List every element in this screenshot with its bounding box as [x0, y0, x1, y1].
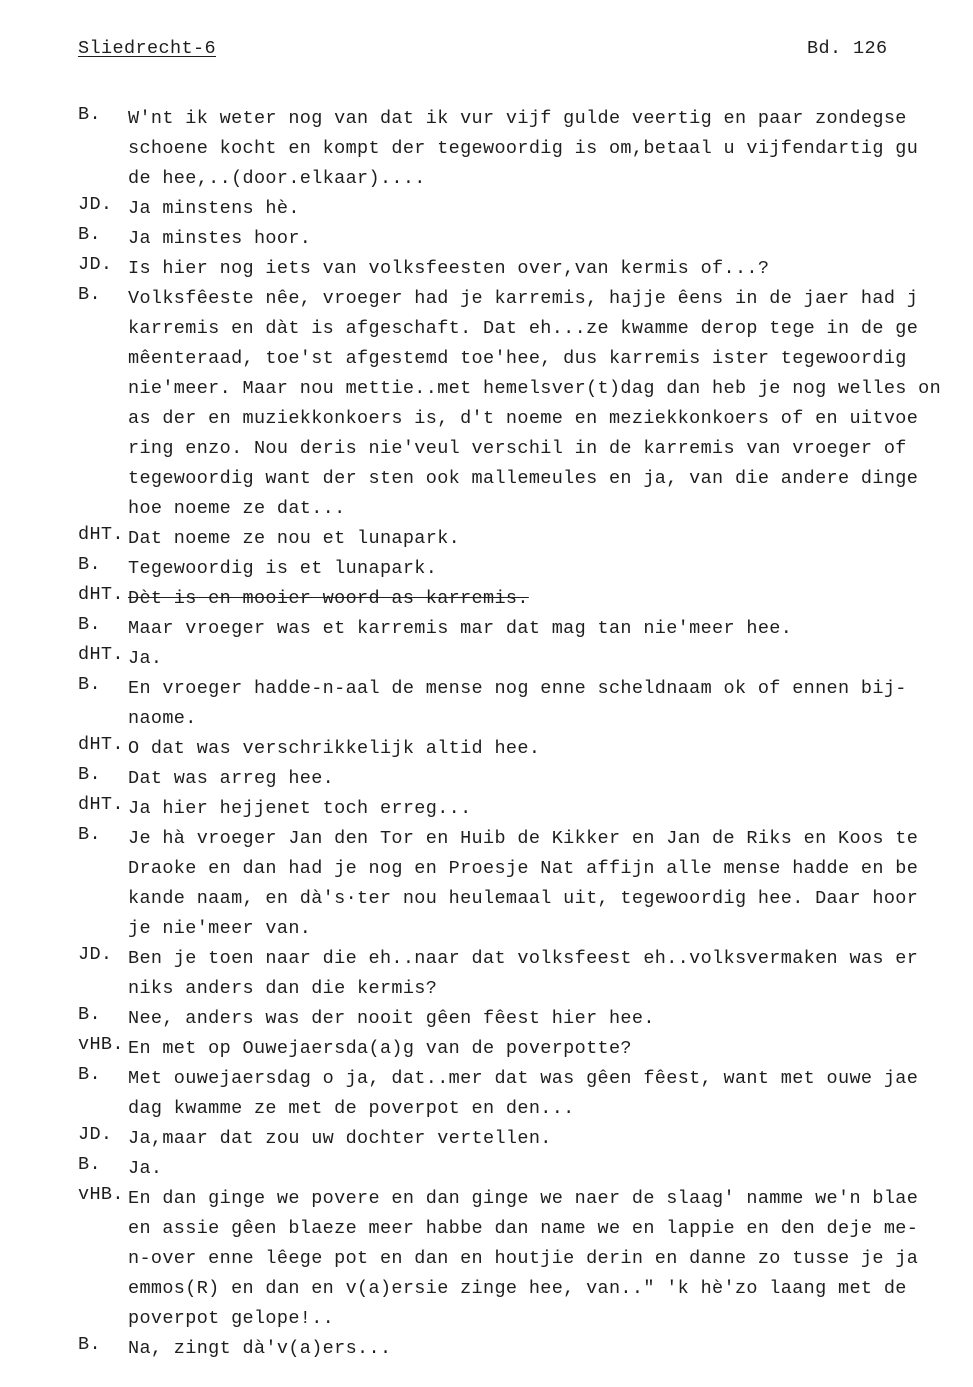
dialogue-turn	[78, 1004, 973, 1034]
utterance-line: kande naam, en dà's·ter nou heulemaal uit, tegewoordig hee. Daar hoor	[128, 888, 919, 909]
utterance-line: Nee, anders was der nooit gêen fêest hier hee.	[128, 1008, 655, 1029]
utterance-line: Na, zingt dà'v(a)ers...	[128, 1338, 392, 1359]
dialogue-turn	[78, 674, 973, 734]
dialogue-turn	[78, 734, 973, 764]
volume-number: Bd. 126	[807, 38, 888, 59]
utterance-line: naome.	[128, 708, 197, 729]
speaker-label: dHT.	[78, 794, 124, 815]
dialogue-turn	[78, 1064, 973, 1124]
speaker-label: JD.	[78, 194, 113, 215]
utterance-line: En dan ginge we povere en dan ginge we naer de slaag' namme we'n blae	[128, 1188, 919, 1209]
speaker-label: JD.	[78, 1124, 113, 1145]
speaker-label: B.	[78, 1154, 101, 1175]
utterance-line: Volksfêeste nêe, vroeger had je karremis, hajje êens in de jaer had j	[128, 288, 919, 309]
speaker-label: dHT.	[78, 734, 124, 755]
dialogue-turn	[78, 284, 973, 524]
speaker-label: JD.	[78, 254, 113, 275]
utterance-line: Ja.	[128, 1158, 163, 1179]
utterance-line: Ja,maar dat zou uw dochter vertellen.	[128, 1128, 552, 1149]
utterance-line: Tegewoordig is et lunapark.	[128, 558, 438, 579]
location-header: Sliedrecht-6	[78, 38, 217, 59]
dialogue-turn	[78, 554, 973, 584]
speaker-label: B.	[78, 614, 101, 635]
utterance-line: Met ouwejaersdag o ja, dat..mer dat was gêen fêest, want met ouwe jae	[128, 1068, 919, 1089]
utterance-line: Dèt is en mooier woord as karremis.	[128, 588, 529, 609]
speaker-label: B.	[78, 224, 101, 245]
speaker-label: dHT.	[78, 584, 124, 605]
utterance-line: poverpot gelope!..	[128, 1308, 335, 1329]
dialogue-turn	[78, 254, 973, 284]
utterance-line: en assie gêen blaeze meer habbe dan name we en lappie en den deje me-	[128, 1218, 919, 1239]
utterance-line: Dat was arreg hee.	[128, 768, 335, 789]
speaker-label: dHT.	[78, 524, 124, 545]
speaker-label: B.	[78, 104, 101, 125]
utterance-line: Ja.	[128, 648, 163, 669]
utterance-line: hoe noeme ze dat...	[128, 498, 346, 519]
dialogue-turn	[78, 1334, 973, 1364]
dialogue-turn	[78, 1184, 973, 1334]
utterance-line: Draoke en dan had je nog en Proesje Nat affijn alle mense hadde en be	[128, 858, 919, 879]
utterance-line: as der en muziekkonkoers is, d't noeme en meziekkonkoers of en uitvoe	[128, 408, 919, 429]
utterance-line: Je hà vroeger Jan den Tor en Huib de Kikker en Jan de Riks en Koos te	[128, 828, 919, 849]
utterance-line: je nie'meer van.	[128, 918, 312, 939]
dialogue-turn	[78, 824, 973, 944]
speaker-label: vHB.	[78, 1184, 124, 1205]
dialogue-turn	[78, 584, 973, 614]
speaker-label: B.	[78, 1334, 101, 1355]
transcript-body	[78, 104, 973, 1364]
dialogue-turn	[78, 1034, 973, 1064]
speaker-label: B.	[78, 764, 101, 785]
utterance-line: karremis en dàt is afgeschaft. Dat eh...ze kwamme derop tege in de ge	[128, 318, 919, 339]
utterance-line: Ja hier hejjenet toch erreg...	[128, 798, 472, 819]
dialogue-turn	[78, 764, 973, 794]
utterance-line: emmos(R) en dan en v(a)ersie zinge hee, van.." 'k hè'zo laang met de	[128, 1278, 907, 1299]
dialogue-turn	[78, 614, 973, 644]
utterance-line: Maar vroeger was et karremis mar dat mag tan nie'meer hee.	[128, 618, 793, 639]
speaker-label: B.	[78, 1064, 101, 1085]
utterance-line: niks anders dan die kermis?	[128, 978, 438, 999]
speaker-label: vHB.	[78, 1034, 124, 1055]
dialogue-turn	[78, 794, 973, 824]
utterance-line: W'nt ik weter nog van dat ik vur vijf gulde veertig en paar zondegse	[128, 108, 907, 129]
utterance-line: Ben je toen naar die eh..naar dat volksfeest eh..volksvermaken was er	[128, 948, 919, 969]
utterance-line: ring enzo. Nou deris nie'veul verschil in de karremis van vroeger of	[128, 438, 907, 459]
dialogue-turn	[78, 194, 973, 224]
utterance-line: O dat was verschrikkelijk altid hee.	[128, 738, 541, 759]
speaker-label: dHT.	[78, 644, 124, 665]
utterance-line: mêenteraad, toe'st afgestemd toe'hee, dus karremis ister tegewoordig	[128, 348, 907, 369]
speaker-label: JD.	[78, 944, 113, 965]
dialogue-turn	[78, 1124, 973, 1154]
utterance-line: Ja minstens hè.	[128, 198, 300, 219]
dialogue-turn	[78, 644, 973, 674]
dialogue-turn	[78, 944, 973, 1004]
utterance-line: schoene kocht en kompt der tegewoordig is om,betaal u vijfendartig gu	[128, 138, 919, 159]
dialogue-turn	[78, 524, 973, 554]
dialogue-turn	[78, 104, 973, 194]
speaker-label: B.	[78, 554, 101, 575]
utterance-line: Ja minstes hoor.	[128, 228, 312, 249]
utterance-line: dag kwamme ze met de poverpot en den...	[128, 1098, 575, 1119]
speaker-label: B.	[78, 674, 101, 695]
utterance-line: En met op Ouwejaersda(a)g van de poverpotte?	[128, 1038, 632, 1059]
utterance-line: En vroeger hadde-n-aal de mense nog enne scheldnaam ok of ennen bij-	[128, 678, 907, 699]
speaker-label: B.	[78, 1004, 101, 1025]
utterance-line: Dat noeme ze nou et lunapark.	[128, 528, 461, 549]
utterance-line: tegewoordig want der sten ook mallemeules en ja, van die andere dinge	[128, 468, 919, 489]
speaker-label: B.	[78, 284, 101, 305]
speaker-label: B.	[78, 824, 101, 845]
utterance-line: n-over enne lêege pot en dan en houtjie derin en danne zo tusse je ja	[128, 1248, 919, 1269]
utterance-line: de hee,..(door.elkaar)....	[128, 168, 426, 189]
dialogue-turn	[78, 1154, 973, 1184]
dialogue-turn	[78, 224, 973, 254]
utterance-line: nie'meer. Maar nou mettie..met hemelsver(t)dag dan heb je nog welles on	[128, 378, 942, 399]
utterance-line: Is hier nog iets van volksfeesten over,van kermis of...?	[128, 258, 770, 279]
